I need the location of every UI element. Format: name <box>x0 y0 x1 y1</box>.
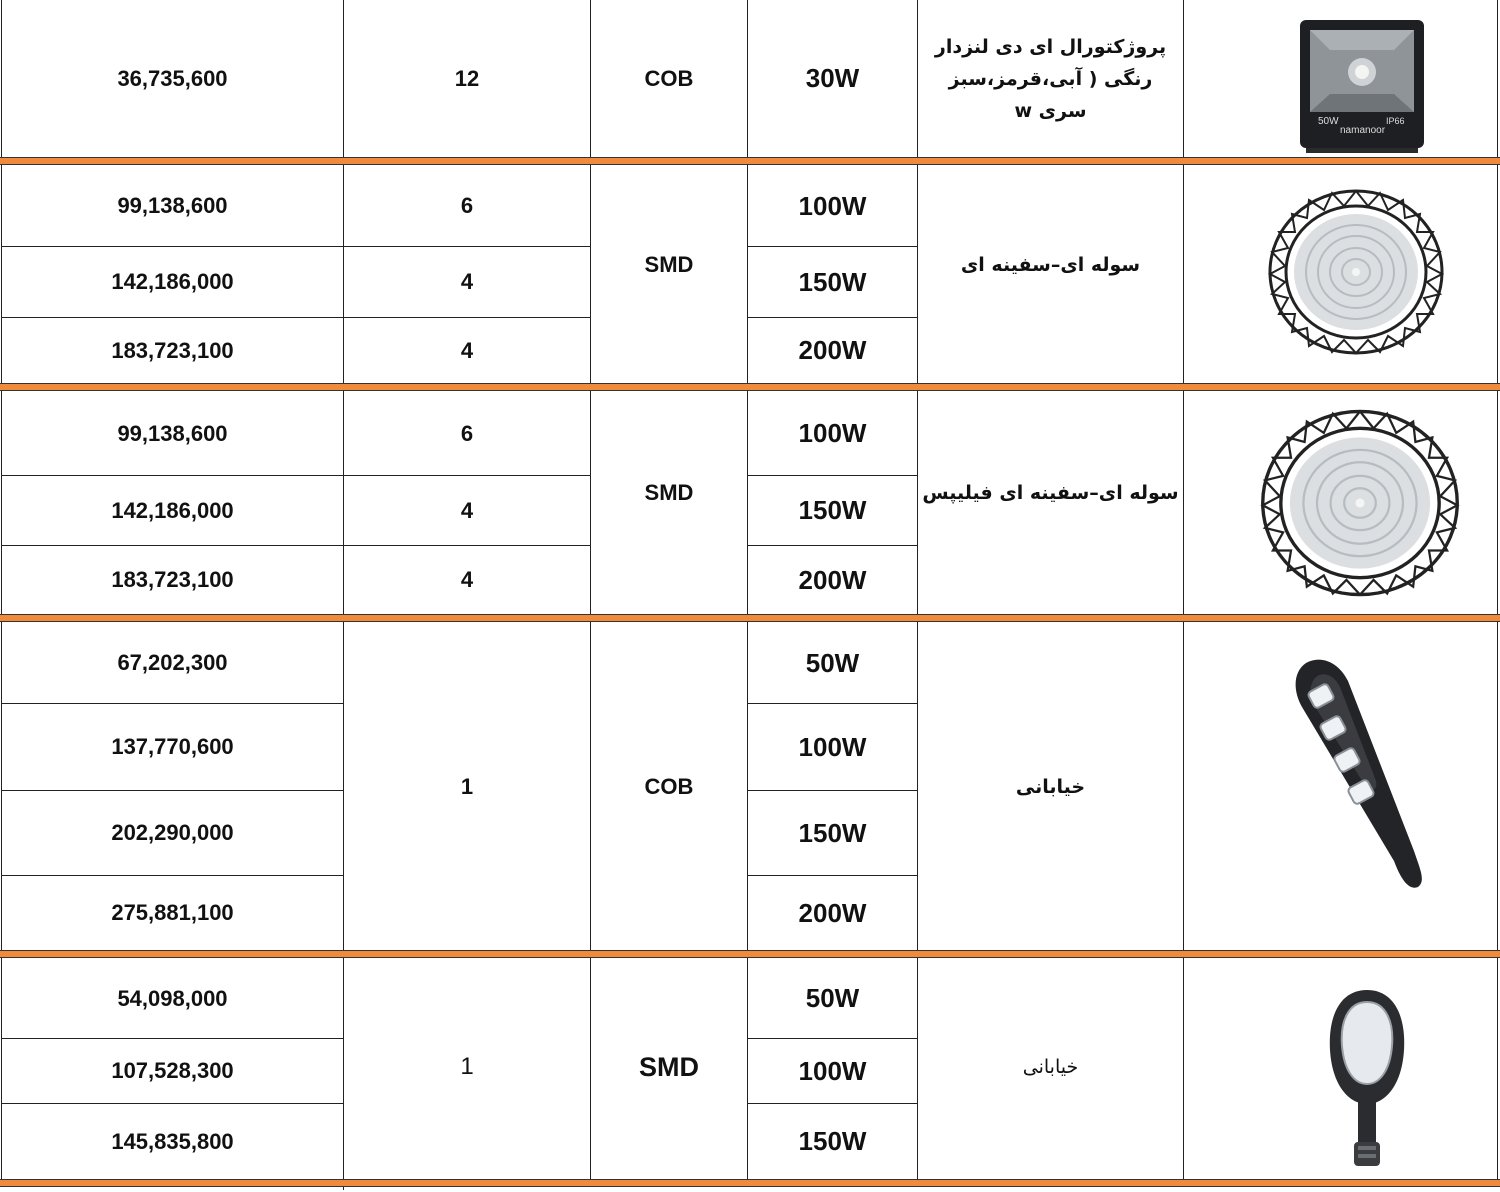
quantity-cell: 4 <box>460 497 474 523</box>
floodlight-ip-label: IP66 <box>1386 116 1405 126</box>
quantity-cell: 1 <box>460 773 474 799</box>
price-cell: 54,098,000 <box>117 985 228 1011</box>
product-name-line: خیابانی <box>1015 775 1086 798</box>
product-name-cell <box>918 0 1183 157</box>
power-cell: 50W <box>805 647 860 678</box>
table-border-right <box>1497 0 1498 1182</box>
smd-street-light-image <box>1324 986 1410 1170</box>
product-name-line: رنگی ( آبی،قرمز،سبز <box>948 67 1153 90</box>
chip-type-cell: COB <box>644 65 694 91</box>
power-cell: 150W <box>798 1126 867 1156</box>
product-name-line: سوله ای–سفینه ای <box>960 253 1141 276</box>
group-separator <box>0 614 1500 622</box>
product-name-line: سری w <box>1014 99 1087 122</box>
power-cell: 200W <box>798 897 867 928</box>
quantity-cell: 1 <box>460 1053 474 1080</box>
floodlight-brand-label: namanoor <box>1340 125 1386 136</box>
power-cell: 200W <box>798 564 867 595</box>
quantity-cell: 4 <box>460 269 474 294</box>
product-name-cell <box>918 392 1183 614</box>
power-cell: 100W <box>798 190 867 221</box>
price-cell: 67,202,300 <box>117 650 228 675</box>
column-divider <box>1183 0 1184 1182</box>
chip-type-cell: COB <box>644 773 694 799</box>
group-separator <box>0 157 1500 165</box>
product-name-cell <box>918 959 1183 1179</box>
led-floodlight-image <box>1296 16 1428 156</box>
power-cell: 200W <box>798 335 867 365</box>
quantity-cell: 6 <box>460 193 474 218</box>
ufo-highbay-light-image <box>1268 188 1444 356</box>
group-separator <box>0 1179 1500 1187</box>
price-cell: 99,138,600 <box>117 193 228 218</box>
group-separator <box>0 950 1500 958</box>
power-cell: 100W <box>798 1055 867 1086</box>
price-cell: 137,770,600 <box>111 734 234 759</box>
price-cell: 99,138,600 <box>117 420 228 446</box>
product-name-line: پروژکتورال ای دی لنزدار <box>934 35 1167 58</box>
chip-type-cell: SMD <box>644 251 694 277</box>
power-cell: 150W <box>798 495 867 525</box>
cob-street-light-image <box>1286 655 1436 891</box>
quantity-cell: 12 <box>454 65 480 91</box>
ufo-highbay-light-philips-image <box>1260 408 1460 598</box>
price-cell: 142,186,000 <box>111 497 234 523</box>
power-cell: 150W <box>798 266 867 297</box>
power-cell: 150W <box>798 817 867 848</box>
product-name-cell <box>918 166 1183 383</box>
power-cell: 100W <box>798 731 867 762</box>
quantity-cell: 6 <box>460 420 474 446</box>
power-cell: 100W <box>798 418 867 448</box>
price-cell: 145,835,800 <box>111 1128 234 1154</box>
product-name-line: خیابانی <box>1022 1056 1079 1078</box>
power-cell: 30W <box>805 63 860 93</box>
price-cell: 275,881,100 <box>111 900 234 925</box>
product-name-cell <box>918 623 1183 950</box>
quantity-cell: 4 <box>460 567 474 592</box>
price-cell: 183,723,100 <box>111 337 234 363</box>
chip-type-cell: SMD <box>639 1051 699 1082</box>
floodlight-wattage-label: 50W <box>1318 116 1339 127</box>
price-cell: 36,735,600 <box>117 65 228 91</box>
group-separator <box>0 383 1500 391</box>
product-name-line: سوله ای–سفینه ای فیلیپس <box>922 482 1179 504</box>
price-cell: 183,723,100 <box>111 567 234 592</box>
power-cell: 50W <box>805 983 860 1013</box>
quantity-cell: 4 <box>460 337 474 363</box>
chip-type-cell: SMD <box>644 480 694 505</box>
price-cell: 107,528,300 <box>111 1058 234 1083</box>
price-cell: 202,290,000 <box>111 820 234 845</box>
price-cell: 142,186,000 <box>111 269 234 294</box>
